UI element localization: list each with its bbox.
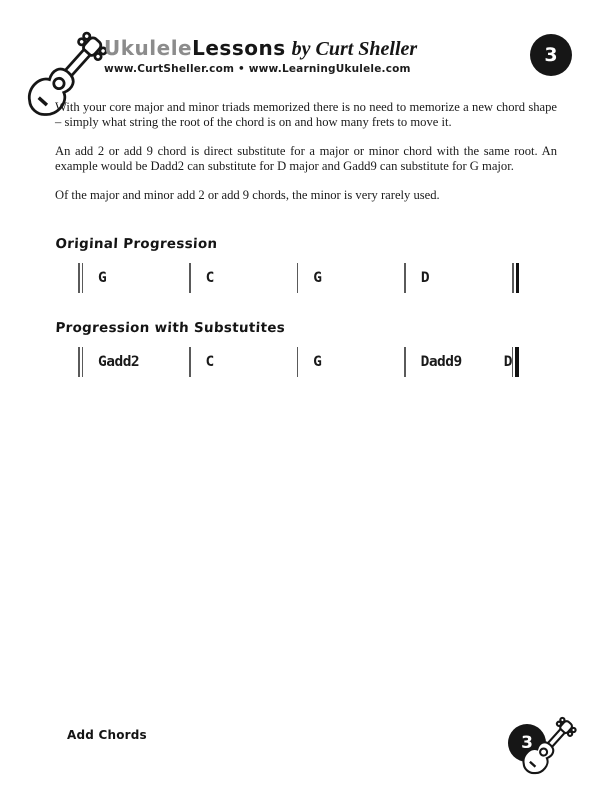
chord-label: G xyxy=(313,354,322,370)
page-number-badge-bottom: 3 xyxy=(508,724,546,762)
measure xyxy=(83,263,189,293)
chord-label: D xyxy=(420,270,430,286)
page-number-badge-top: 3 xyxy=(530,34,572,76)
masthead-title-lessons: Lessons xyxy=(192,36,286,60)
chord-progression-row xyxy=(78,263,519,293)
progression-section-original xyxy=(55,236,557,293)
ukulele-logo-icon xyxy=(30,24,114,100)
barline-thin xyxy=(78,347,80,377)
measure xyxy=(83,347,189,377)
chord-label: C xyxy=(205,354,214,370)
measure xyxy=(191,263,297,293)
progression-section-substitutes xyxy=(55,320,557,377)
measure xyxy=(406,347,512,377)
measure xyxy=(298,347,404,377)
masthead xyxy=(104,36,417,75)
chord-label: C xyxy=(205,270,214,286)
chord-label: G xyxy=(98,270,107,286)
final-barline xyxy=(512,263,519,293)
barline-thick xyxy=(515,347,519,377)
footer-lesson-title: Add Chords xyxy=(67,728,147,742)
page-content xyxy=(55,100,557,377)
chord-label: Gadd2 xyxy=(98,354,140,370)
measure xyxy=(406,263,512,293)
masthead-title-ukulele: Ukulele xyxy=(104,36,193,60)
masthead-title-byline: by Curt Sheller xyxy=(291,38,418,60)
barline-thin xyxy=(512,347,514,377)
masthead-urls: www.CurtSheller.com • www.LearningUkulele.com xyxy=(104,63,411,75)
chord-label: Dadd9 xyxy=(420,354,462,370)
barline-thick xyxy=(516,263,520,293)
measure xyxy=(191,347,297,377)
section-heading: Original Progression xyxy=(55,236,218,252)
ukulele-footer-icon xyxy=(524,712,588,786)
final-barline xyxy=(512,347,519,377)
paragraph: With your core major and minor triads memorized there is no need to memorize a new chord shape – simply what string the root of the chord is on and how many frets to move it. xyxy=(55,100,557,129)
measure xyxy=(298,263,404,293)
paragraph: An add 2 or add 9 chord is direct substitute for a major or minor chord with the same root. An example would be Dadd2 can substitute for D major and Gadd9 can substitute for G major. xyxy=(55,144,557,173)
section-heading: Progression with Substutites xyxy=(55,320,286,336)
chord-progression-row xyxy=(78,347,519,377)
paragraph: Of the major and minor add 2 or add 9 chords, the minor is very rarely used. xyxy=(55,188,440,202)
chord-label: D xyxy=(503,354,512,370)
barline-thin xyxy=(512,263,514,293)
page-header xyxy=(0,0,612,100)
masthead-title xyxy=(104,36,417,61)
chord-label: G xyxy=(313,270,322,286)
barline-thin xyxy=(78,263,80,293)
